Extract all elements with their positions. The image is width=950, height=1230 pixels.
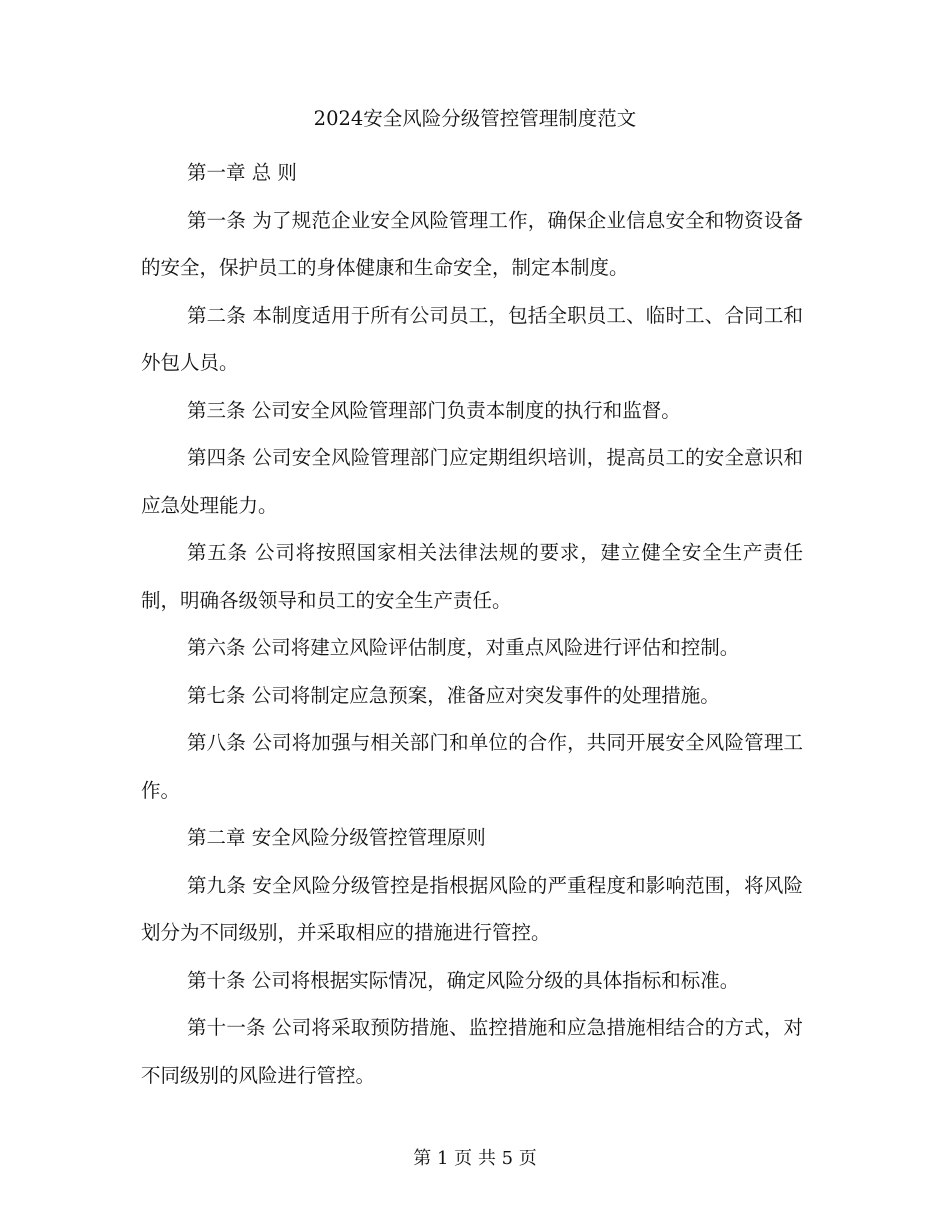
document-body [141, 149, 803, 1099]
article-paragraph: 第五条 公司将按照国家相关法律法规的要求，建立健全安全生产责任制，明确各级领导和员工的安全生产责任。 [141, 541, 803, 612]
article-paragraph: 第三条 公司安全风险管理部门负责本制度的执行和监督。 [187, 398, 681, 422]
page-number-footer: 第 1 页 共 5 页 [413, 1148, 537, 1169]
article-paragraph: 第二条 本制度适用于所有公司员工，包括全职员工、临时工、合同工和外包人员。 [141, 303, 803, 374]
article-paragraph: 第四条 公司安全风险管理部门应定期组织培训，提高员工的安全意识和应急处理能力。 [141, 446, 803, 517]
article-paragraph: 第一条 为了规范企业安全风险管理工作，确保企业信息安全和物资设备的安全，保护员工的身体健康和生命安全，制定本制度。 [141, 208, 803, 279]
chapter-heading: 第二章 安全风险分级管控管理原则 [187, 826, 486, 849]
document-title: 2024安全风险分级管控管理制度范文 [313, 107, 637, 130]
article-paragraph: 第十条 公司将根据实际情况，确定风险分级的具体指标和标准。 [187, 968, 740, 992]
article-paragraph: 第八条 公司将加强与相关部门和单位的合作，共同开展安全风险管理工作。 [141, 731, 803, 802]
article-paragraph: 第六条 公司将建立风险评估制度，对重点风险进行评估和控制。 [187, 636, 740, 659]
article-paragraph: 第七条 公司将制定应急预案，准备应对突发事件的处理措施。 [187, 683, 720, 707]
article-paragraph: 第十一条 公司将采取预防措施、监控措施和应急措施相结合的方式，对不同级别的风险进行管控。 [141, 1016, 803, 1087]
chapter-heading: 第一章 总 则 [187, 161, 297, 184]
article-paragraph: 第九条 安全风险分级管控是指根据风险的严重程度和影响范围，将风险划分为不同级别，并采取相应的措施进行管控。 [141, 873, 803, 944]
